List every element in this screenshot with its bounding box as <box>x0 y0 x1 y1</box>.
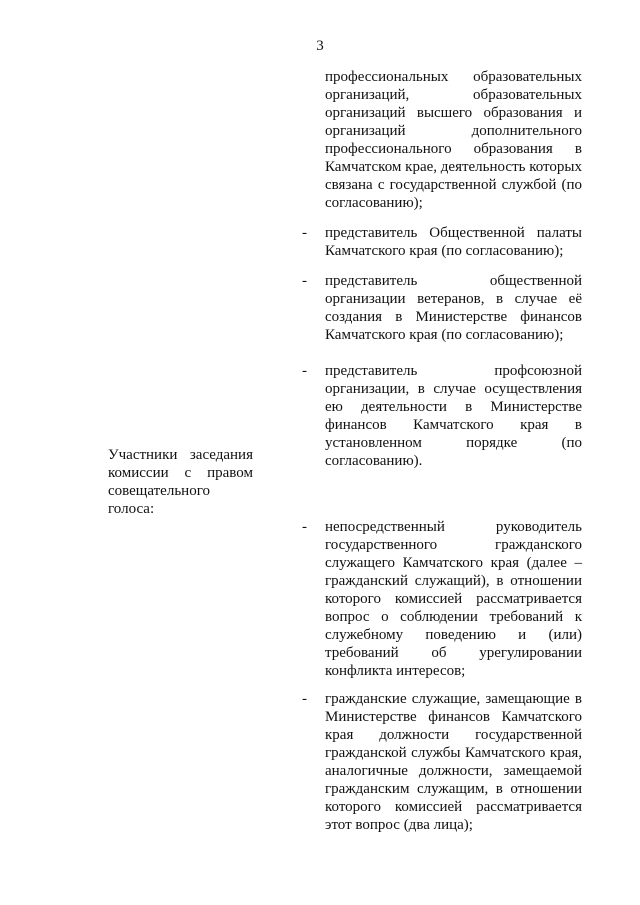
list-item: представитель общественной организации ветеранов, в случае её создания в Министерстве финансов Камчатского края (по согласованию); <box>325 273 582 343</box>
item-dash: - <box>302 225 307 241</box>
list-item: представитель профсоюзной организации, в случае осуществления ею деятельности в Министерстве финансов Камчатского края в установленном порядке (по согласованию). <box>325 363 582 469</box>
list-item: представитель Общественной палаты Камчатского края (по согласованию); <box>325 225 582 259</box>
page-number: 3 <box>316 38 324 54</box>
item-dash: - <box>302 691 307 707</box>
item-dash: - <box>302 363 307 379</box>
continued-paragraph: профессиональных образовательных организаций, образовательных организаций высшего образования и организаций дополнительного профессионального образования в Камчатском крае, деятельность которых связана с государственной службой (по согласованию); <box>325 69 582 211</box>
list-item: гражданские служащие, замещающие в Министерстве финансов Камчатского края должности государственной гражданской службы Камчатского края, аналогичные должности, замещаемой гражданским служащим, в отношении которого комиссией рассматривается этот вопрос (два лица); <box>325 691 582 833</box>
list-item: непосредственный руководитель государственного гражданского служащего Камчатского края (далее – гражданский служащий), в отношении которого комиссией рассматривается вопрос о соблюдении требований к служебному поведению и (или) требований об урегулировании конфликта интересов; <box>325 519 582 679</box>
item-dash: - <box>302 273 307 289</box>
participants-label: Участники заседания комиссии с правом совещательного голоса: <box>108 447 253 517</box>
item-dash: - <box>302 519 307 535</box>
